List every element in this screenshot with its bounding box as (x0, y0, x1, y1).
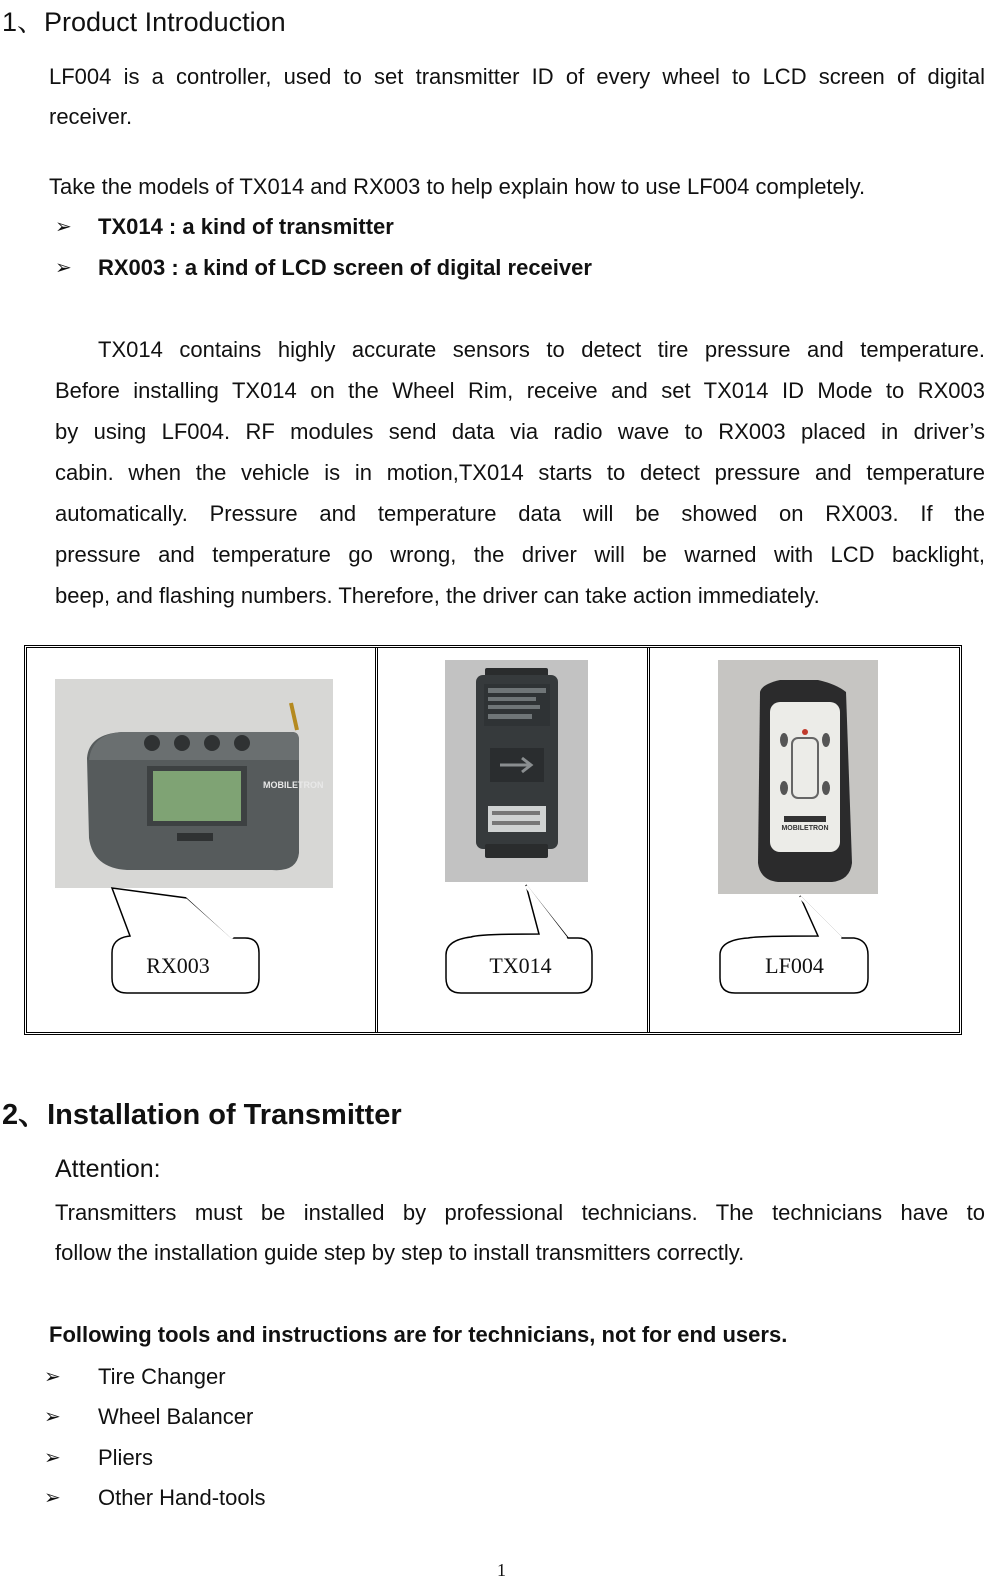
arrow-bullet-icon: ➢ (44, 1487, 61, 1509)
paragraph-line: automatically. Pressure and temperature data will be showed on RX003. If the (55, 501, 985, 526)
description-paragraph (55, 329, 985, 616)
tool-item: Tire Changer (98, 1364, 226, 1389)
callout-label-lf004: LF004 (765, 953, 824, 978)
tool-item: Other Hand-tools (98, 1485, 266, 1510)
paragraph-line: Before installing TX014 on the Wheel Rim, receive and set TX014 ID Mode to RX003 (55, 378, 985, 403)
paragraph-line: beep, and flashing numbers. Therefore, the driver can take action immediately. (55, 583, 820, 608)
page-number: 1 (497, 1560, 506, 1580)
paragraph-line: cabin. when the vehicle is in motion,TX014 starts to detect pressure and temperature (55, 460, 985, 485)
paragraph-line: by using LF004. RF modules send data via radio wave to RX003 placed in driver’s (55, 419, 985, 444)
receiver-brand-label: MOBILETRON (263, 780, 324, 790)
attention-label: Attention: (55, 1155, 161, 1183)
attention-line-2: follow the installation guide step by step to install transmitters correctly. (55, 1240, 745, 1265)
arrow-bullet-icon: ➢ (44, 1406, 61, 1428)
callout-label-tx014: TX014 (489, 953, 552, 978)
arrow-bullet-icon: ➢ (55, 216, 72, 238)
section-1-heading: 1、Product Introduction (2, 7, 286, 37)
bullet-text: RX003 : a kind of LCD screen of digital receiver (98, 255, 592, 280)
tools-heading: Following tools and instructions are for technicians, not for end users. (49, 1322, 788, 1347)
arrow-bullet-icon: ➢ (44, 1447, 61, 1469)
rx003-cell (27, 648, 378, 1032)
lf004-cell (650, 648, 959, 1032)
models-sentence: Take the models of TX014 and RX003 to help explain how to use LF004 completely. (49, 174, 866, 199)
intro-line-2: receiver. (49, 104, 133, 129)
product-figure-table (24, 645, 962, 1035)
intro-line-1: LF004 is a controller, used to set transmitter ID of every wheel to LCD screen of digital (49, 64, 985, 89)
tool-item: Wheel Balancer (98, 1404, 254, 1429)
paragraph-line: pressure and temperature go wrong, the driver will be warned with LCD backlight, (55, 542, 985, 567)
paragraph-line: TX014 contains highly accurate sensors to detect tire pressure and temperature. (98, 337, 985, 362)
tx014-cell (378, 648, 650, 1032)
arrow-bullet-icon: ➢ (55, 257, 72, 279)
section-2-heading: 2、Installation of Transmitter (2, 1099, 402, 1131)
controller-brand-label: MOBILETRON (781, 825, 829, 832)
tool-item: Pliers (98, 1445, 154, 1470)
bullet-text: TX014 : a kind of transmitter (98, 214, 394, 239)
attention-line-1: Transmitters must be installed by professional technicians. The technicians have to (55, 1200, 985, 1225)
arrow-bullet-icon: ➢ (44, 1366, 61, 1388)
callout-label-rx003: RX003 (146, 953, 210, 978)
